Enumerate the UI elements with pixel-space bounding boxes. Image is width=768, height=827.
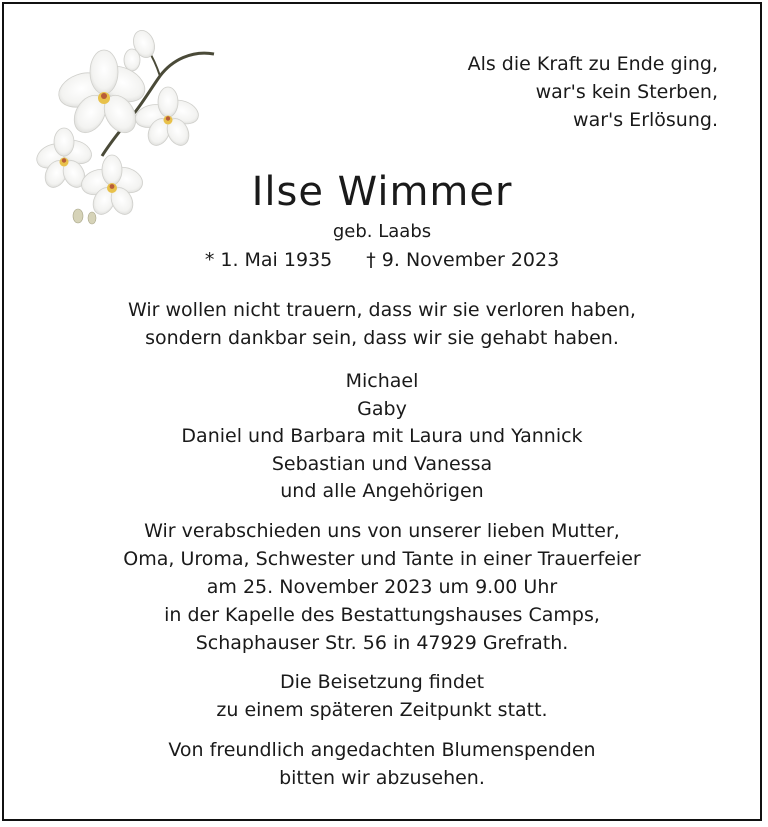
service-line: Oma, Uroma, Schwester und Tante in einer Trauerfeier (123, 548, 641, 570)
service-notice (4, 517, 760, 657)
quote-line: Wir wollen nicht trauern, dass wir sie verloren haben, (128, 299, 636, 321)
mourner-line: Daniel und Barbara mit Laura und Yannick (181, 425, 583, 447)
motto-line: Als die Kraft zu Ende ging, (467, 53, 718, 75)
burial-line: Die Beisetzung findet (279, 671, 485, 693)
service-line: Wir verabschieden uns von unserer lieben Mutter, (144, 520, 620, 542)
flowers-notice (4, 736, 760, 792)
mourner-line: und alle Angehörigen (280, 480, 484, 502)
flowers-line: Von freundlich angedachten Blumenspenden (168, 739, 596, 761)
obituary-frame (2, 2, 762, 821)
burial-notice (4, 668, 760, 724)
deceased-name: Ilse Wimmer (251, 169, 513, 215)
service-line: Schaphauser Str. 56 in 47929 Grefrath. (195, 632, 569, 654)
burial-line: zu einem späteren Zeitpunkt statt. (216, 699, 548, 721)
motto-verse (468, 50, 718, 134)
service-line: in der Kapelle des Bestattungshauses Camps, (164, 604, 600, 626)
flowers-line: bitten wir abzusehen. (279, 767, 485, 789)
mourner-line: Michael (345, 370, 419, 392)
mourner-line: Sebastian und Vanessa (271, 452, 493, 475)
motto-line: war's Erlösung. (573, 109, 718, 131)
quote-line: sondern dankbar sein, dass wir sie gehabt haben. (145, 327, 619, 349)
maiden-name: geb. Laabs (332, 221, 432, 242)
birth-date: * 1. Mai 1935 (204, 249, 333, 271)
death-date: † 9. November 2023 (366, 249, 560, 271)
mourners-list (4, 368, 760, 506)
quote-text (4, 296, 760, 352)
life-dates (4, 247, 760, 273)
mourner-line: Gaby (357, 397, 407, 420)
service-line: am 25. November 2023 um 9.00 Uhr (206, 576, 558, 598)
motto-line: war's kein Sterben, (535, 81, 718, 103)
